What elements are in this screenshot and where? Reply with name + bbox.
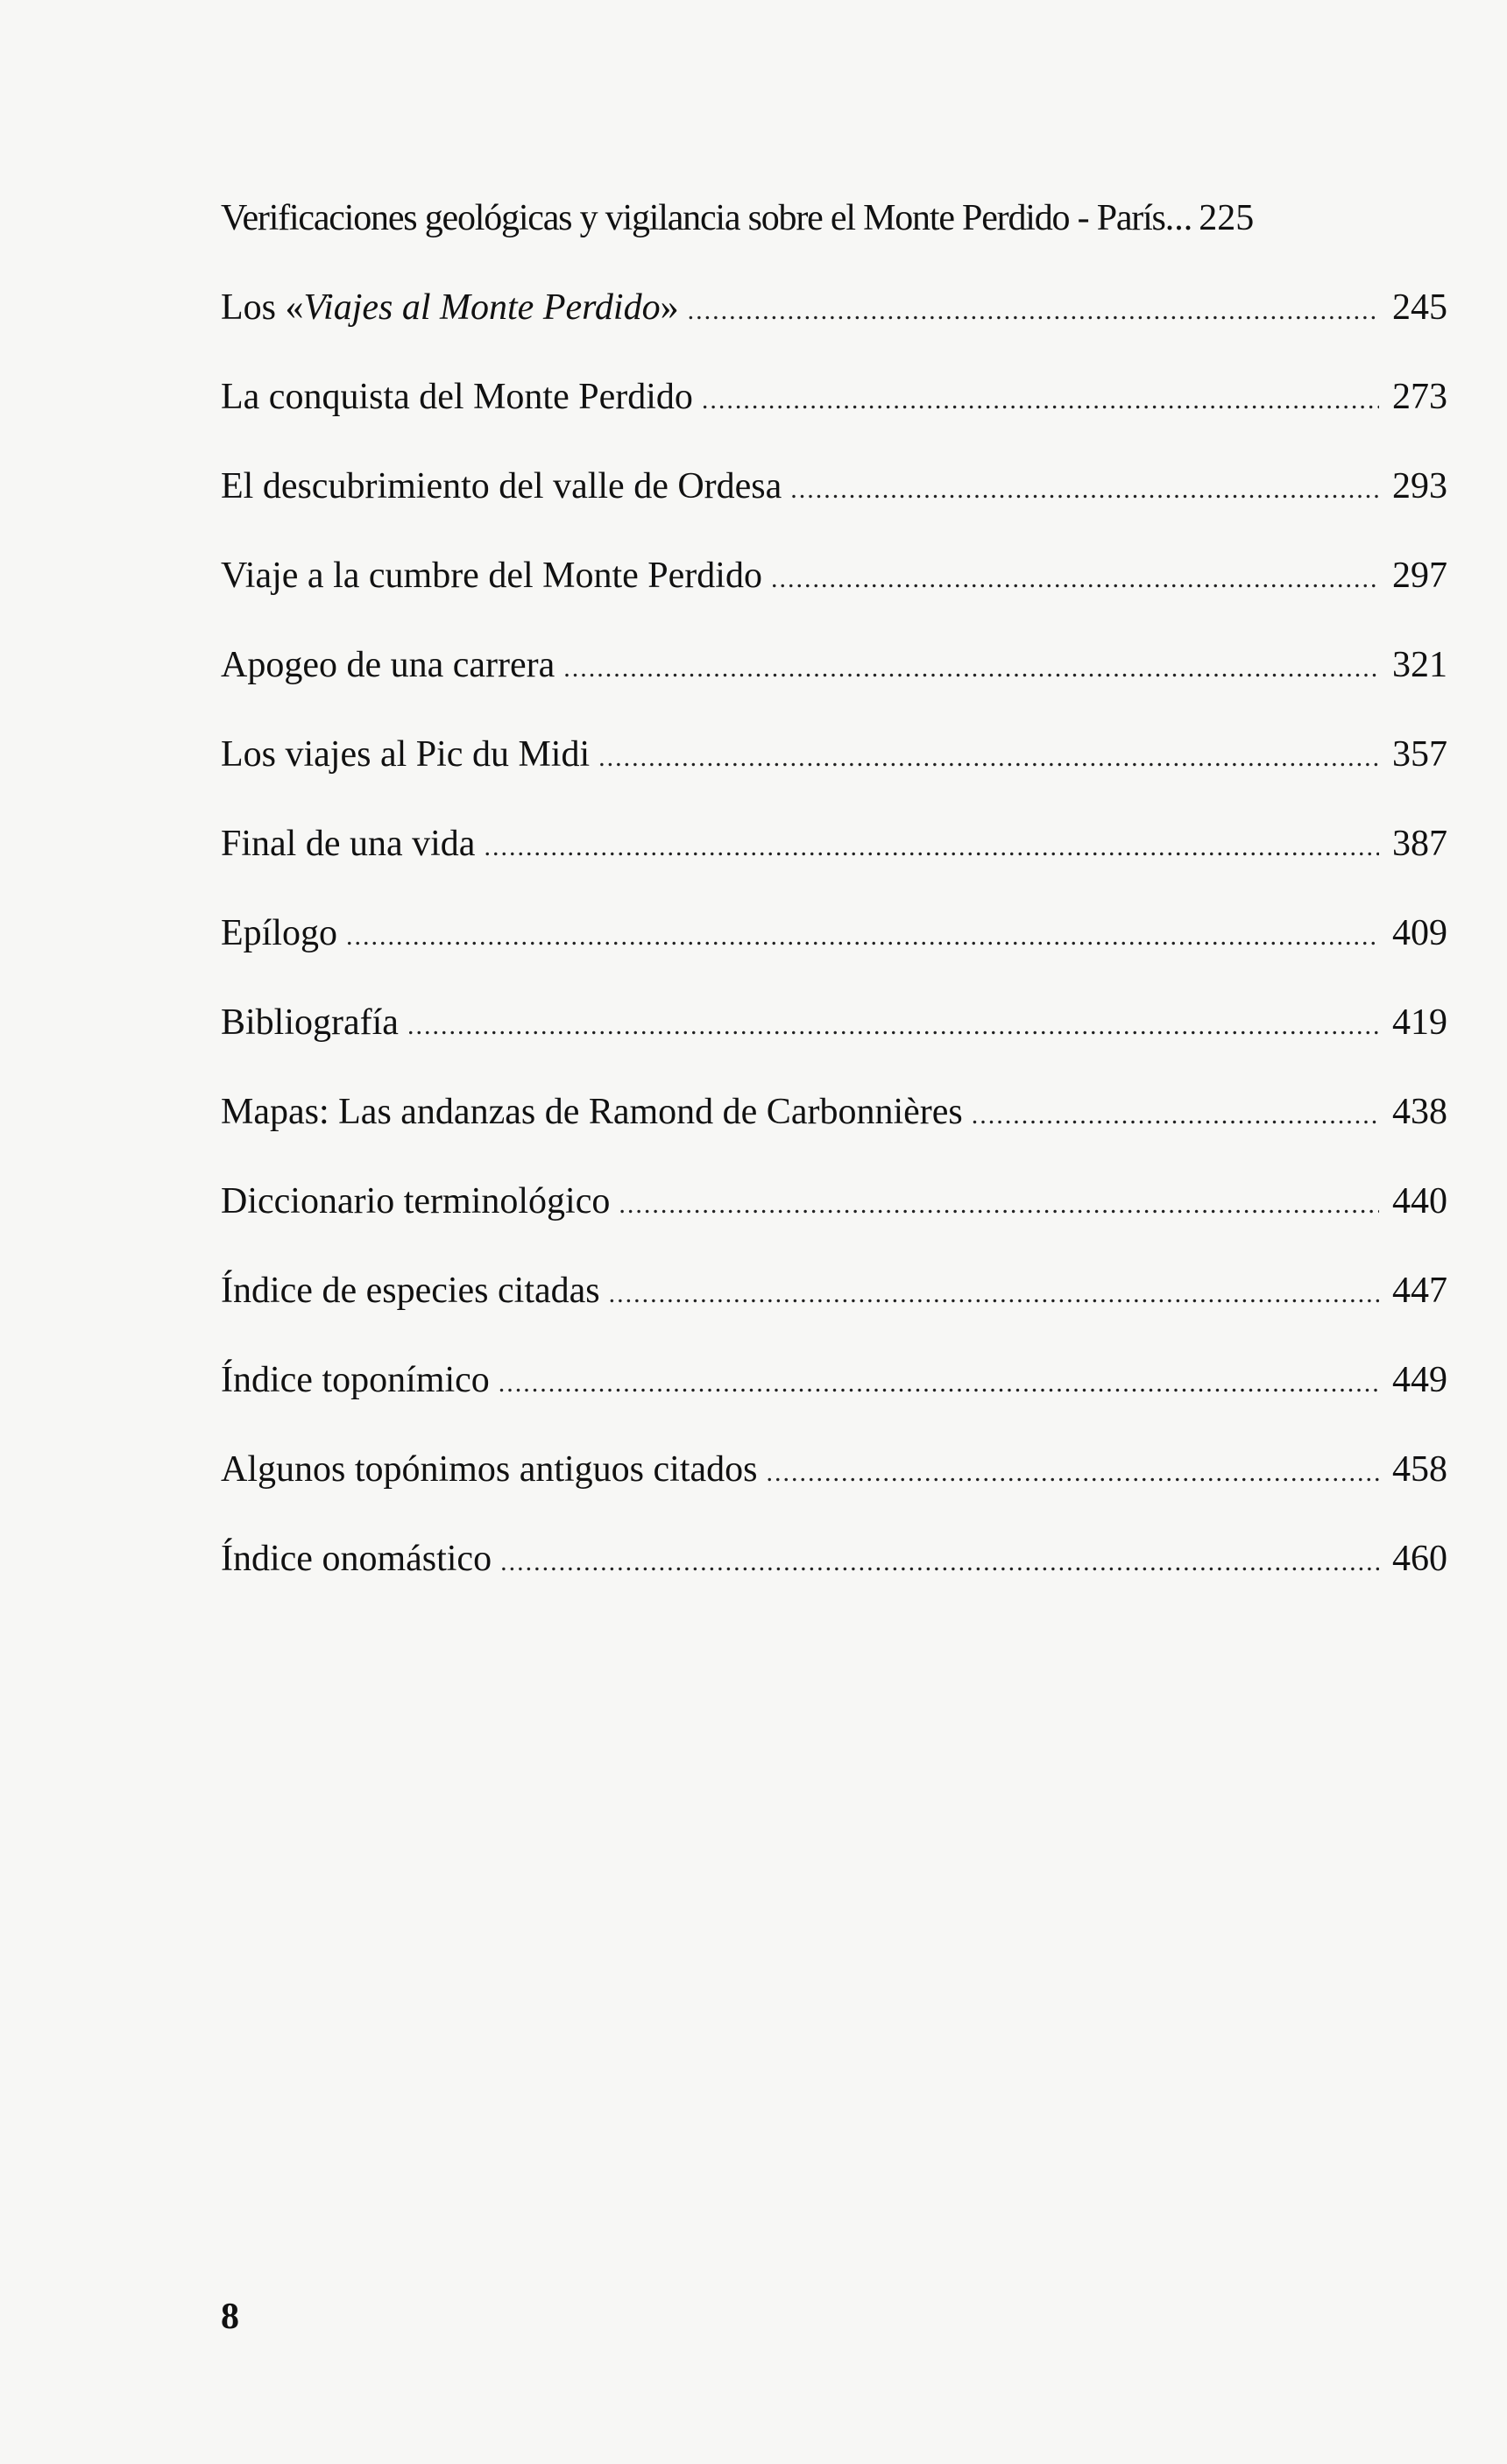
toc-entry-page: 447 <box>1392 1271 1447 1311</box>
toc-entry-page: 245 <box>1392 287 1447 328</box>
toc-entry-title: Los viajes al Pic du Midi <box>221 734 591 775</box>
toc-entry-page: 297 <box>1392 556 1447 596</box>
toc-entry-page: 321 <box>1392 645 1447 685</box>
toc-entry-title: Índice de especies citadas <box>221 1271 600 1311</box>
toc-entry <box>221 1514 1447 1604</box>
toc-entry-dots <box>619 1160 1379 1250</box>
toc-entry-dots <box>563 624 1379 713</box>
toc-entry-title: Apogeo de una carrera <box>221 645 555 685</box>
toc-entry <box>221 1335 1447 1425</box>
toc-entry-title: El descubrimiento del valle de Ordesa <box>221 466 782 506</box>
toc-entry <box>221 1246 1447 1335</box>
toc-entry-title: Índice toponímico <box>221 1360 490 1400</box>
toc-entry <box>221 620 1447 710</box>
toc-entry-page: 293 <box>1392 466 1447 506</box>
toc-entry <box>221 173 1447 263</box>
toc-entry-title: Los «Viajes al Monte Perdido» <box>221 287 679 328</box>
toc-entry-dots <box>771 535 1379 624</box>
toc-entry-dots <box>702 356 1379 445</box>
toc-entry-title-italic: Viajes al Monte Perdido <box>303 287 661 328</box>
toc-entry-dots <box>688 266 1379 356</box>
toc-entry-page: 409 <box>1392 913 1447 953</box>
toc-entry <box>221 442 1447 531</box>
table-of-contents <box>221 173 1447 1604</box>
toc-entry-page: 419 <box>1392 1002 1447 1043</box>
toc-entry-title: La conquista del Monte Perdido <box>221 377 693 417</box>
toc-entry-dots <box>598 713 1379 803</box>
toc-entry-page: 273 <box>1392 377 1447 417</box>
toc-entry-page: 440 <box>1392 1181 1447 1221</box>
toc-entry-dots: ... <box>1164 198 1193 238</box>
toc-entry <box>221 799 1447 889</box>
toc-entry <box>221 531 1447 620</box>
toc-entry-dots <box>972 1071 1379 1160</box>
toc-entry-page: 458 <box>1392 1449 1447 1490</box>
toc-entry-title: Índice onomástico <box>221 1539 492 1579</box>
toc-entry-dots <box>609 1250 1379 1339</box>
toc-entry-dots <box>499 1339 1379 1428</box>
toc-entry-page: 357 <box>1392 734 1447 775</box>
page-number: 8 <box>221 2297 239 2337</box>
toc-entry-title: Viaje a la cumbre del Monte Perdido <box>221 556 762 596</box>
toc-entry-title: Verificaciones geológicas y vigilancia sobre el Monte Perdido - París <box>221 198 1165 238</box>
toc-entry-page: 460 <box>1392 1539 1447 1579</box>
toc-entry <box>221 978 1447 1067</box>
toc-entry <box>221 263 1447 352</box>
toc-entry <box>221 1157 1447 1246</box>
toc-entry <box>221 352 1447 442</box>
toc-entry-dots <box>767 1428 1380 1518</box>
toc-entry <box>221 710 1447 799</box>
toc-entry-dots <box>790 445 1379 535</box>
toc-entry-page: 225 <box>1199 198 1255 238</box>
toc-entry-page: 449 <box>1392 1360 1447 1400</box>
toc-entry-page: 438 <box>1392 1092 1447 1132</box>
toc-entry-title: Diccionario terminológico <box>221 1181 611 1221</box>
toc-entry-page: 387 <box>1392 824 1447 864</box>
toc-entry-dots <box>346 892 1379 981</box>
toc-entry-title: Mapas: Las andanzas de Ramond de Carbonnières <box>221 1092 963 1132</box>
toc-entry-dots <box>484 803 1379 892</box>
toc-entry <box>221 1425 1447 1514</box>
toc-entry-title: Final de una vida <box>221 824 476 864</box>
toc-entry-title: Epílogo <box>221 913 337 953</box>
toc-entry-title: Bibliografía <box>221 1002 399 1043</box>
toc-entry <box>221 889 1447 978</box>
toc-entry-title: Algunos topónimos antiguos citados <box>221 1449 758 1490</box>
toc-entry-dots <box>500 1518 1379 1607</box>
toc-entry-dots <box>407 981 1379 1071</box>
toc-entry <box>221 1067 1447 1157</box>
